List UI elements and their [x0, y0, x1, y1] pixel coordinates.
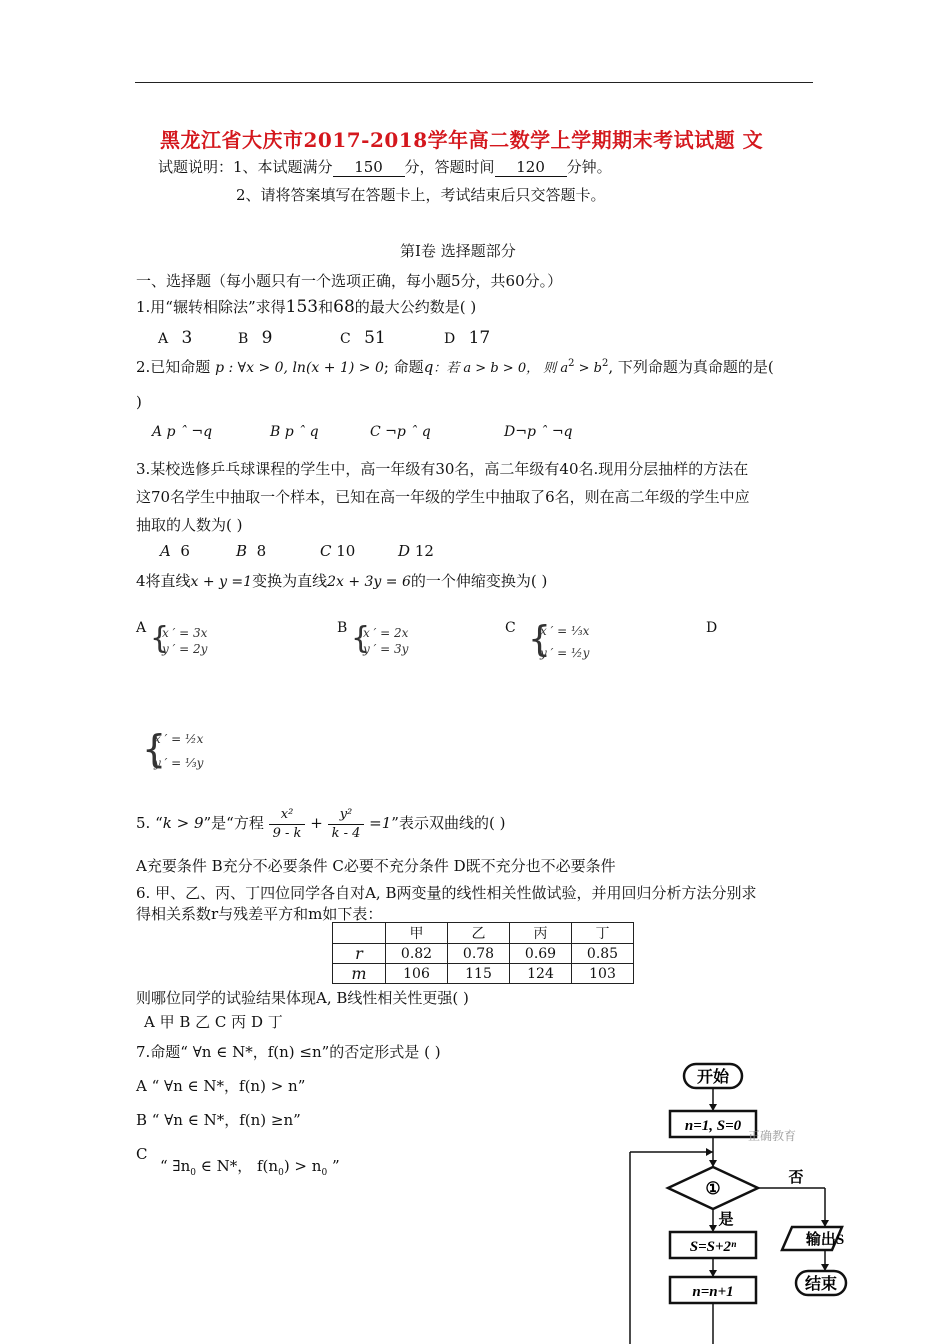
flow-yes-label: 是 [718, 1212, 734, 1228]
question-5-stem: 5. “k > 9”是“方程 $\frac{\text{x²}}{9 - k}$ + $\frac{\text{y²}}{k - 4}$ =1”表示双曲线的( ) [136, 806, 506, 841]
question-1-stem: 1.用“辗转相除法”求得153和68的最大公约数是( ) [136, 297, 477, 317]
q4-option-c-system: { x ′ = ⅓x y ′ = ½y [528, 619, 590, 660]
question-3-line-3: 抽取的人数为( ) [136, 516, 243, 534]
q4-option-b-label: B [337, 620, 348, 636]
q2-option-a: A p ˆ ¬q [152, 424, 213, 440]
question-3-line-1: 3.某校选修乒乓球课程的学生中，高一年级有30名，高二年级有40名.现用分层抽样的方法在 [136, 460, 749, 478]
flow-start-text: 开始 [696, 1069, 730, 1086]
exam-title: 黑龙江省大庆市2017-2018学年高二数学上学期期末考试试题 文 [160, 128, 764, 152]
score-blank: 150 [333, 159, 405, 177]
q2-option-c: C ¬p ˆ q [370, 424, 431, 440]
q4-option-a-label: A [136, 620, 147, 636]
time-blank: 120 [495, 159, 567, 177]
q3-option-c: C 10 [320, 542, 356, 560]
question-3-options [160, 542, 434, 560]
flow-init-text: n=1, S=0 [684, 1118, 742, 1134]
q4-option-d-label: D [706, 620, 718, 636]
question-6-line-1: 6. 甲、乙、丙、丁四位同学各自对A, B两变量的线性相关性做试验，并用回归分析方法分别求 [136, 884, 757, 902]
flowchart [620, 1058, 850, 1344]
q4-option-b-system: { x ′ = 2x y ′ = 3y [351, 621, 409, 656]
flow-body-text: S=S+2ⁿ [689, 1239, 737, 1255]
section-title: 一、选择题（每小题只有一个选项正确，每小题5分，共60分。） [136, 272, 563, 290]
q5-fraction-1: $\frac{\text{x²}}{9 - k}$ [269, 806, 306, 843]
q4-option-c-label: C [505, 620, 516, 636]
table-row: m 106 115 124 103 [333, 964, 634, 984]
q7-option-a: A “ ∀n ∈ N*，f(n) > n” [136, 1077, 306, 1095]
correlation-table [332, 922, 634, 984]
question-2-close: ) [136, 393, 142, 411]
q3-option-b: B 8 [236, 542, 267, 560]
question-5-options: A充要条件 B充分不必要条件 C必要不充分条件 D既不充分也不必要条件 [136, 857, 616, 875]
q1-option-b: B 9 [238, 328, 273, 348]
flow-end-text: 结束 [804, 1276, 838, 1293]
q1-option-a: A 3 [158, 328, 193, 348]
q1-option-c: C 51 [340, 328, 386, 348]
flow-output-text: 输出S [805, 1232, 845, 1248]
q5-fraction-2: $\frac{\text{y²}}{k - 4}$ [328, 806, 365, 843]
table-row: r 0.82 0.78 0.69 0.85 [333, 944, 634, 964]
q2-option-d: D¬p ˆ ¬q [504, 424, 573, 440]
question-2-stem: 2.已知命题 p : ∀x > 0, ln(x + 1) > 0; 命题q：若 a > b > 0， 则 $a^2 > b^2$, 下列命题为真命题的是( [136, 358, 774, 376]
part-title: 第Ⅰ卷 选择题部分 [400, 242, 516, 260]
question-4-stem: 4将直线x + y =1变换为直线2x + 3y = 6的一个伸缩变换为( ) [136, 572, 548, 590]
question-6-line-2: 得相关系数r与残差平方和m如下表： [136, 905, 383, 923]
question-1-options [158, 328, 490, 348]
q4-option-a-system: { x ′ = 3x y ′ = 2y [150, 621, 208, 656]
exam-note-2: 2、请将答案填写在答题卡上，考试结束后只交答题卡。 [236, 186, 606, 204]
question-6-options: A 甲 B 乙 C 丙 D 丁 [144, 1013, 283, 1031]
question-7-stem: 7.命题“ ∀n ∈ N*，f(n) ≤n”的否定形式是 ( ) [136, 1043, 441, 1061]
exam-note-1: 试题说明：1、本试题满分 150 分，答题时间 120 分钟。 [158, 158, 612, 176]
question-3-line-2: 这70名学生中抽取一个样本，已知在高一年级的学生中抽取了6名，则在高二年级的学生中应 [136, 488, 750, 506]
table-header-row: 甲 乙 丙 丁 [333, 923, 634, 944]
q7-option-c-label: C [136, 1145, 148, 1163]
q7-option-c: “ $\exists n_0$ ∈ N*， $f(n_0) > n_0$ ” [160, 1157, 340, 1178]
question-6-after: 则哪位同学的试验结果体现A, B线性相关性更强( ) [136, 989, 469, 1007]
q1-option-d: D 17 [444, 328, 491, 348]
header-rule [135, 82, 813, 83]
q3-option-a: A 6 [160, 542, 190, 560]
question-2-options [152, 424, 573, 440]
flow-no-label: 否 [788, 1170, 804, 1186]
flow-condition-text: ① [705, 1179, 721, 1198]
flow-inc-text: n=n+1 [692, 1284, 734, 1300]
q2-option-b: B p ˆ q [270, 424, 319, 440]
q4-option-d-system: { x ′ = ½x y ′ = ⅓y [142, 727, 204, 771]
q3-option-d: D 12 [398, 542, 434, 560]
q7-option-b: B “ ∀n ∈ N*，f(n) ≥n” [136, 1111, 301, 1129]
watermark-text: 正确教育 [747, 1129, 797, 1143]
